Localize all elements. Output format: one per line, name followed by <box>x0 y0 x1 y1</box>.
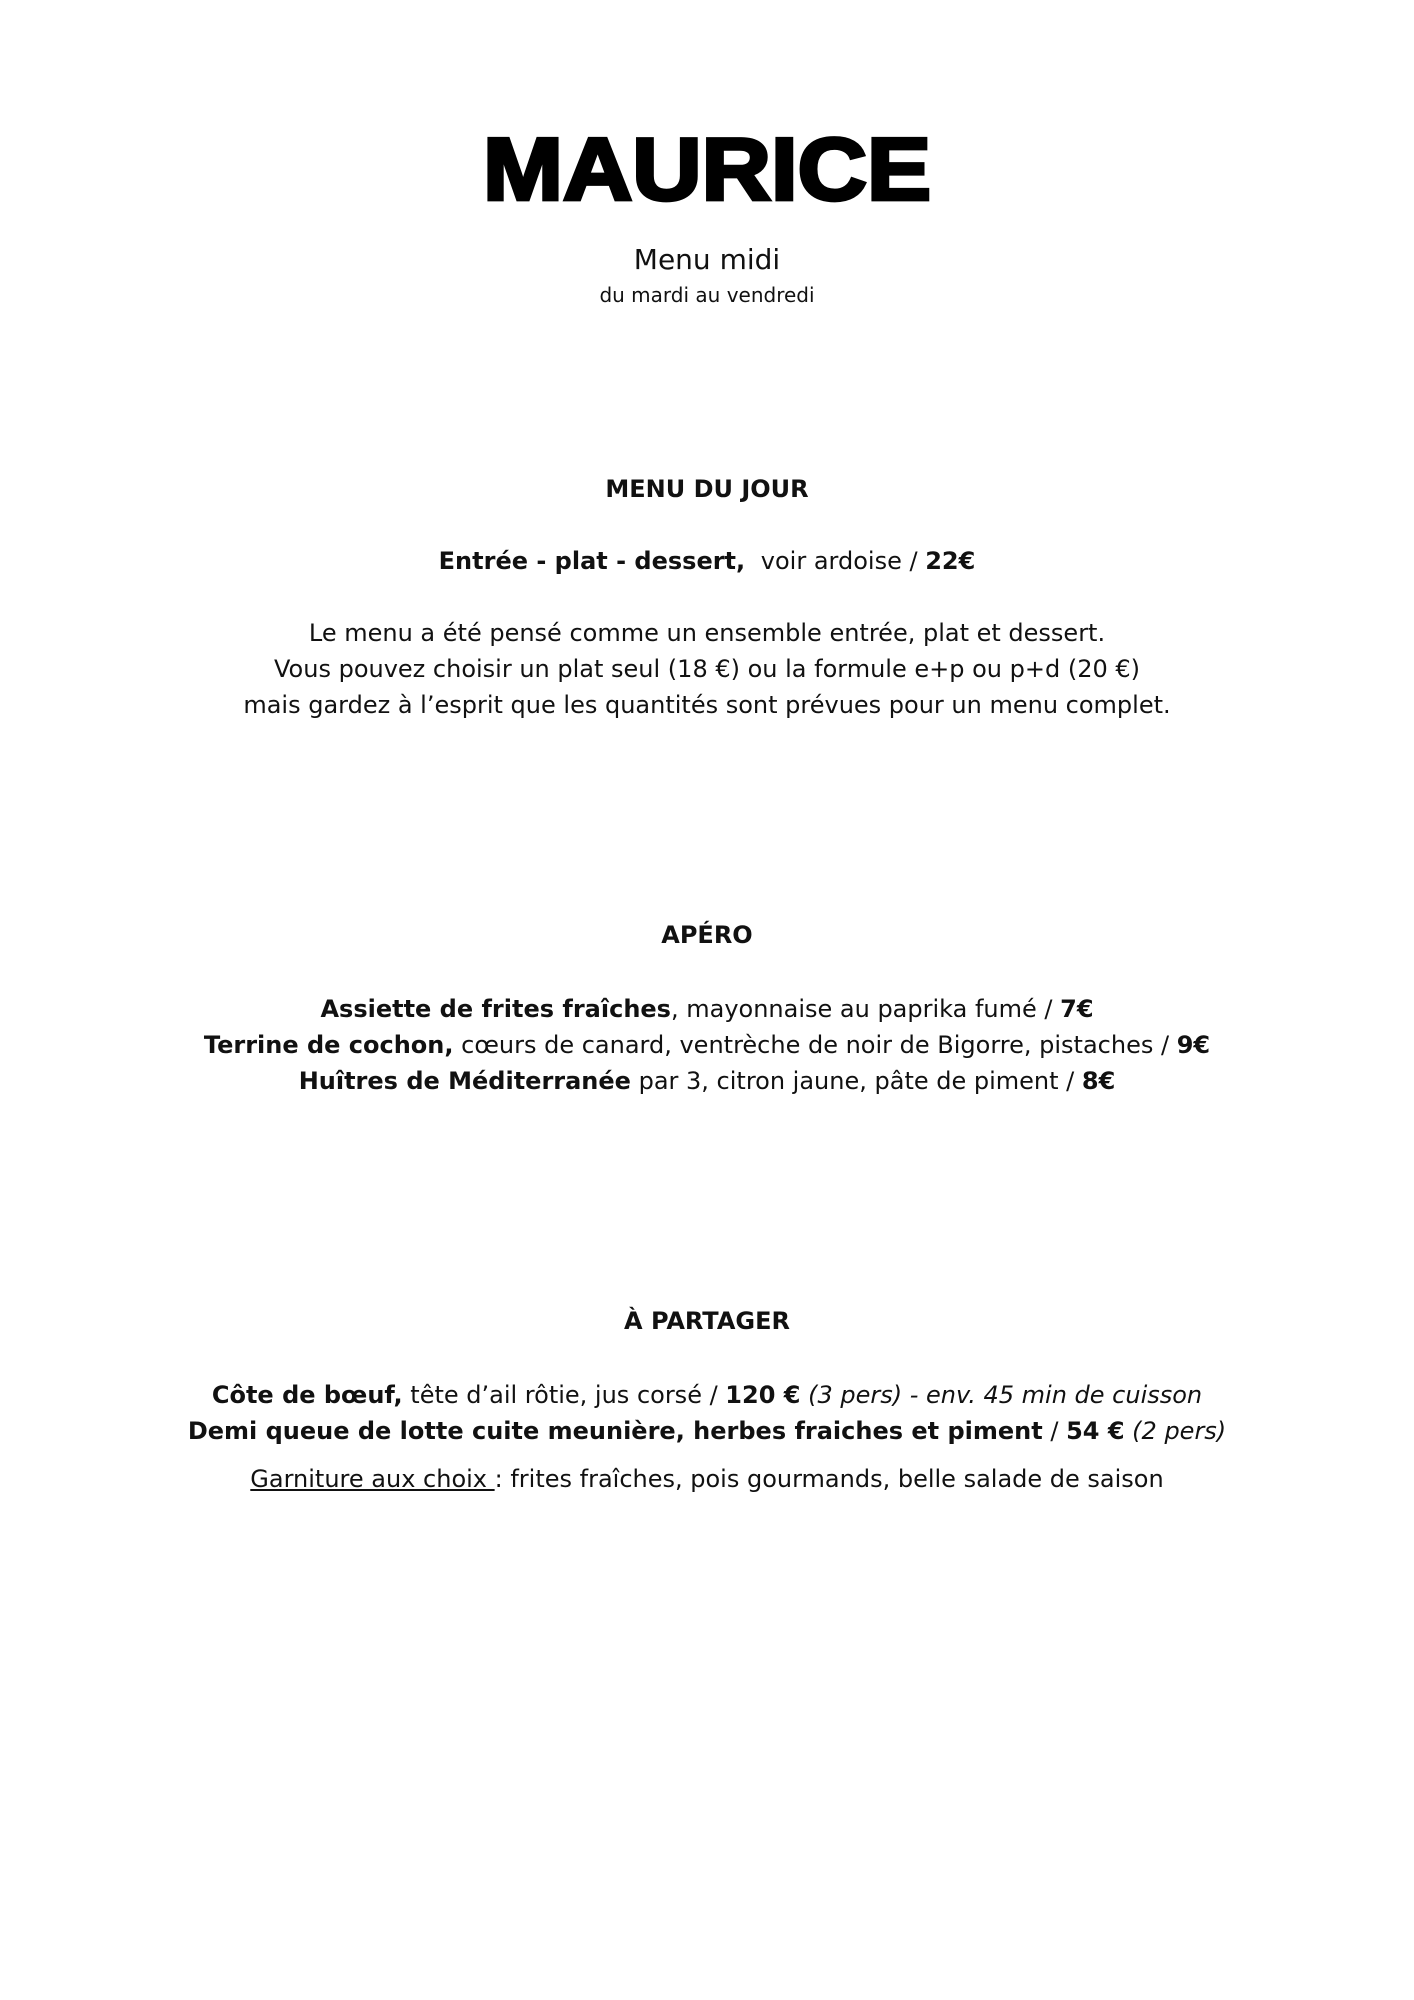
item-desc: cœurs de canard, ventrèche de noir de Bigorre, pistaches / <box>453 1031 1177 1059</box>
menu-note-line-2: Vous pouvez choisir un plat seul (18 €) ou la formule e+p ou p+d (20 €) <box>274 655 1140 683</box>
item-desc: par 3, citron jaune, pâte de piment / <box>630 1067 1082 1095</box>
menu-item <box>0 1380 1414 1410</box>
formula-text: voir ardoise / <box>760 547 918 575</box>
item-price: 54 € <box>1066 1417 1125 1445</box>
menu-item <box>0 1066 1414 1096</box>
item-name: Terrine de cochon, <box>203 1031 454 1059</box>
menu-item <box>0 1416 1414 1446</box>
formula-price: 22€ <box>925 547 976 575</box>
item-price: 7€ <box>1060 995 1094 1023</box>
formula-line <box>0 546 1414 576</box>
menu-item <box>0 994 1414 1024</box>
item-name: Demi queue de lotte cuite meunière, herbes fraiches et piment <box>187 1417 1043 1445</box>
item-price: 8€ <box>1081 1067 1116 1095</box>
formula-label: Entrée - plat - dessert, <box>438 547 746 575</box>
section-title-a-partager: À PARTAGER <box>624 1307 790 1335</box>
restaurant-name: MAURICE <box>483 120 931 219</box>
item-desc: / <box>1042 1417 1067 1445</box>
item-note: (3 pers) - env. 45 min de cuisson <box>800 1381 1203 1409</box>
item-desc: tête d’ail rôtie, jus corsé / <box>402 1381 726 1409</box>
menu-note-line-1: Le menu a été pensé comme un ensemble entrée, plat et dessert. <box>308 619 1106 647</box>
item-name: Côte de bœuf, <box>211 1381 403 1409</box>
menu-days: du mardi au vendredi <box>599 283 815 307</box>
garniture-label: Garniture aux choix <box>250 1465 495 1493</box>
menu-title: Menu midi <box>633 243 781 276</box>
item-name: Assiette de frites fraîches <box>320 995 671 1023</box>
menu-note-line-3: mais gardez à l’esprit que les quantités sont prévues pour un menu complet. <box>243 691 1171 719</box>
item-price: 9€ <box>1176 1031 1211 1059</box>
section-title-menu-du-jour: MENU DU JOUR <box>605 475 809 503</box>
item-desc: , mayonnaise au paprika fumé / <box>670 995 1061 1023</box>
garniture-line <box>0 1464 1414 1494</box>
garniture-text: : frites fraîches, pois gourmands, belle salade de saison <box>494 1465 1164 1493</box>
item-price: 120 € <box>725 1381 801 1409</box>
section-title-apero: APÉRO <box>661 921 753 949</box>
item-note: (2 pers) <box>1124 1417 1227 1445</box>
menu-item <box>0 1030 1414 1060</box>
item-name: Huîtres de Méditerranée <box>298 1067 631 1095</box>
